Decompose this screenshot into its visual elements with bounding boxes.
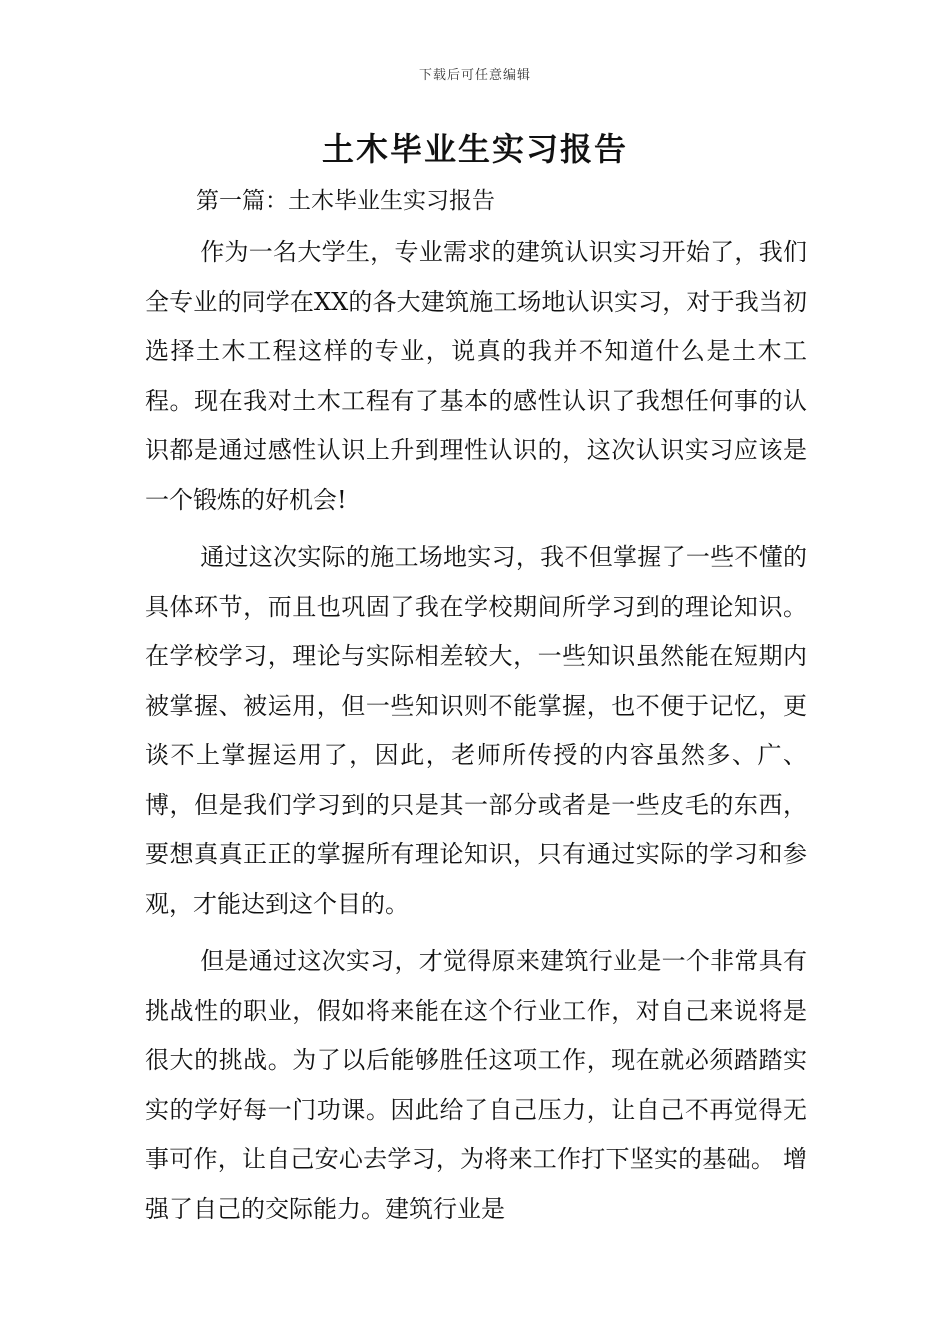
body-text: [145, 228, 807, 1242]
document-title: 土木毕业生实习报告: [321, 130, 628, 168]
header-note: 下载后可任意编辑: [418, 68, 531, 83]
paragraph: 但是通过这次实习，才觉得原来建筑行业是一个非常具有挑战性的职业，假如将来能在这个行业工作，对自己来说将是很大的挑战。为了以后能够胜任这项工作，现在就必须踏踏实实的学好每一门功课。因此给了自己压力，让自己不再觉得无事可作，让自己安心去学习，为将来工作打下坚实的基础。 增强了自己的交际能力。建筑行业是: [145, 947, 807, 1223]
section-heading: 第一篇：土木毕业生实习报告: [196, 188, 495, 214]
paragraph: 通过这次实际的施工场地实习，我不但掌握了一些不懂的具体环节，而且也巩固了我在学校期间所学习到的理论知识。在学校学习，理论与实际相差较大，一些知识虽然能在短期内被掌握、被运用，但一些知识则不能掌握，也不便于记忆，更谈不上掌握运用了，因此，老师所传授的内容虽然多、广、博，但是我们学习到的只是其一部分或者是一些皮毛的东西，要想真真正正的掌握所有理论知识，只有通过实际的学习和参观，才能达到这个目的。: [145, 543, 807, 918]
paragraph: 作为一名大学生，专业需求的建筑认识实习开始了，我们全专业的同学在XX的各大建筑施工场地认识实习，对于我当初选择土木工程这样的专业，说真的我并不知道什么是土木工程。现在我对土木工程有了基本的感性认识了我想任何事的认识都是通过感性认识上升到理性认识的，这次认识实习应该是一个锻炼的好机会!: [145, 238, 807, 514]
